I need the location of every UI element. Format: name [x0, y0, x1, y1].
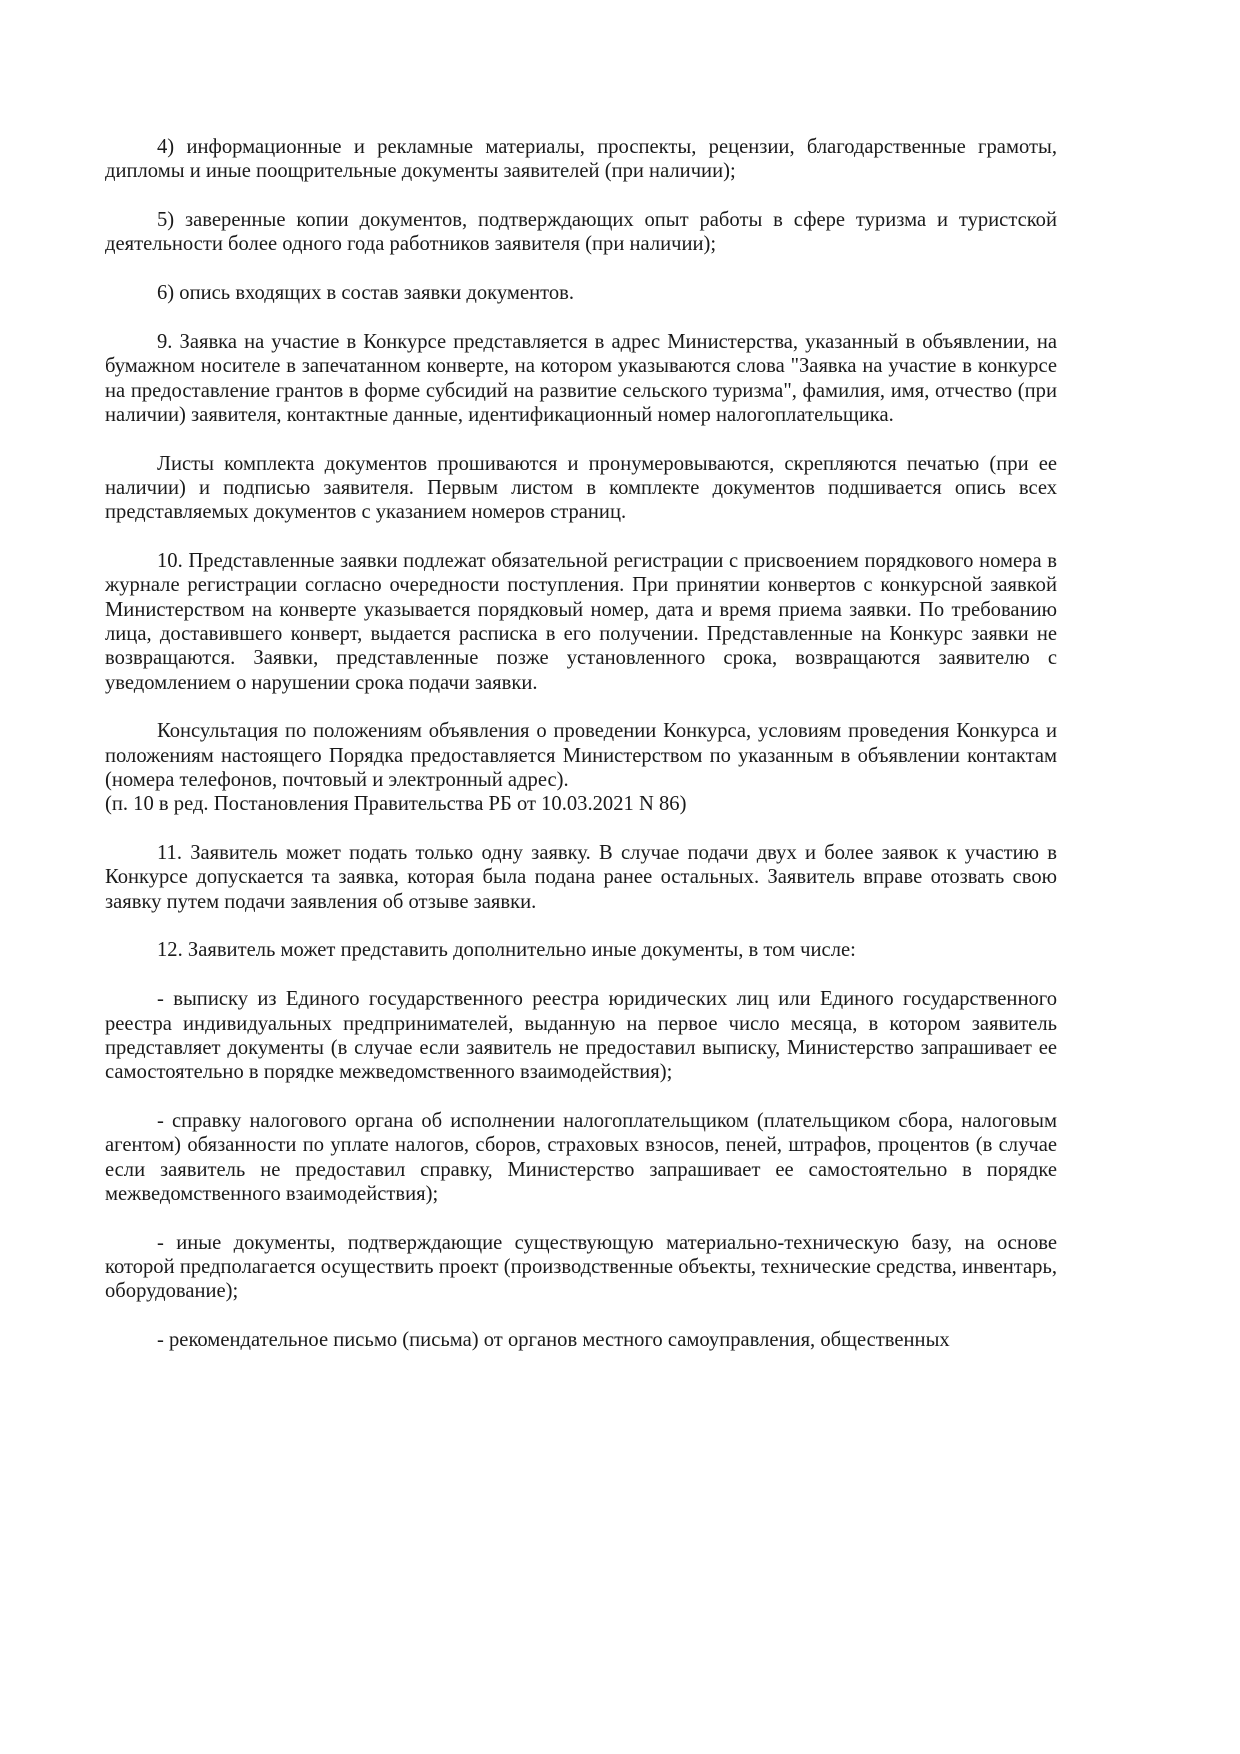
paragraph-item-5: 5) заверенные копии документов, подтверждающих опыт работы в сфере туризма и туристской деятельности более одного года работников заявителя (при наличии); — [105, 209, 1057, 256]
paragraph-clause-10: 10. Представленные заявки подлежат обязательной регистрации с присвоением порядкового номера в журнале регистрации согласно очередности поступления. При принятии конвертов с конкурсной заявкой Министерством на конверте указывается порядковый номер, дата и время приема заявки. По требованию лица, доставившего конверт, выдается расписка в его получении. Представленные на Конкурс заявки не возвращаются. Заявки, представленные позже установленного срока, возвращаются заявителю с уведомлением о нарушении срока подачи заявки. — [105, 550, 1057, 694]
paragraph-item-6: 6) опись входящих в состав заявки документов. — [157, 282, 575, 305]
paragraph-clause-9-sheets: Листы комплекта документов прошиваются и пронумеровываются, скрепляются печатью (при ее наличии) и подписью заявителя. Первым листом в комплекте документов подшивается опись всех представляемых документов с указанием номеров страниц. — [105, 452, 1057, 524]
paragraph-clause-11: 11. Заявитель может подать только одну заявку. В случае подачи двух и более заявок к участию в Конкурсе допускается та заявка, которая была подана ранее остальных. Заявитель вправе отозвать свою заявку путем подачи заявления об отзыве заявки. — [105, 842, 1057, 913]
paragraph-clause-10-consultation: Консультация по положениям объявления о проведении Конкурса, условиям проведения Конкурса и положениям настоящего Порядка предоставляется Министерством по указанным в объявлении контактам (номера телефонов, почтовый и электронный адрес). — [105, 720, 1057, 791]
list-item-tax-certificate: - справку налогового органа об исполнении налогоплательщиком (плательщиком сбора, налоговым агентом) обязанности по уплате налогов, сборов, страховых взносов, пеней, штрафов, процентов (в случае если заявитель не предоставил справку, Министерство запрашивает ее самостоятельно в порядке межведомственного взаимодействия); — [105, 1109, 1057, 1205]
paragraph-clause-9: 9. Заявка на участие в Конкурсе представляется в адрес Министерства, указанный в объявлении, на бумажном носителе в запечатанном конверте, на котором указываются слова "Заявка на участие в конкурсе на предоставление грантов в форме субсидий на развитие сельского туризма", фамилия, имя, отчество (при наличии) заявителя, контактные данные, идентификационный номер налогоплательщика. — [105, 330, 1057, 426]
list-item-recommendation-letter: - рекомендательное письмо (письма) от органов местного самоуправления, общественных — [157, 1328, 950, 1351]
paragraph-clause-12: 12. Заявитель может представить дополнительно иные документы, в том числе: — [157, 939, 856, 962]
document-page — [105, 135, 1057, 1377]
paragraph-item-4: 4) информационные и рекламные материалы, проспекты, рецензии, благодарственные грамоты, дипломы и иные поощрительные документы заявителей (при наличии); — [105, 136, 1057, 183]
amendment-note: (п. 10 в ред. Постановления Правительства РБ от 10.03.2021 N 86) — [105, 793, 687, 816]
list-item-egrul-extract: - выписку из Единого государственного реестра юридических лиц или Единого государственного реестра индивидуальных предпринимателей, выданную на первое число месяца, в котором заявитель представляет документы (в случае если заявитель не предоставил выписку, Министерство запрашивает ее самостоятельно в порядке межведомственного взаимодействия); — [105, 988, 1057, 1084]
list-item-material-base-documents: - иные документы, подтверждающие существующую материально-техническую базу, на основе которой предполагается осуществить проект (производственные объекты, технические средства, инвентарь, оборудование); — [105, 1231, 1057, 1303]
